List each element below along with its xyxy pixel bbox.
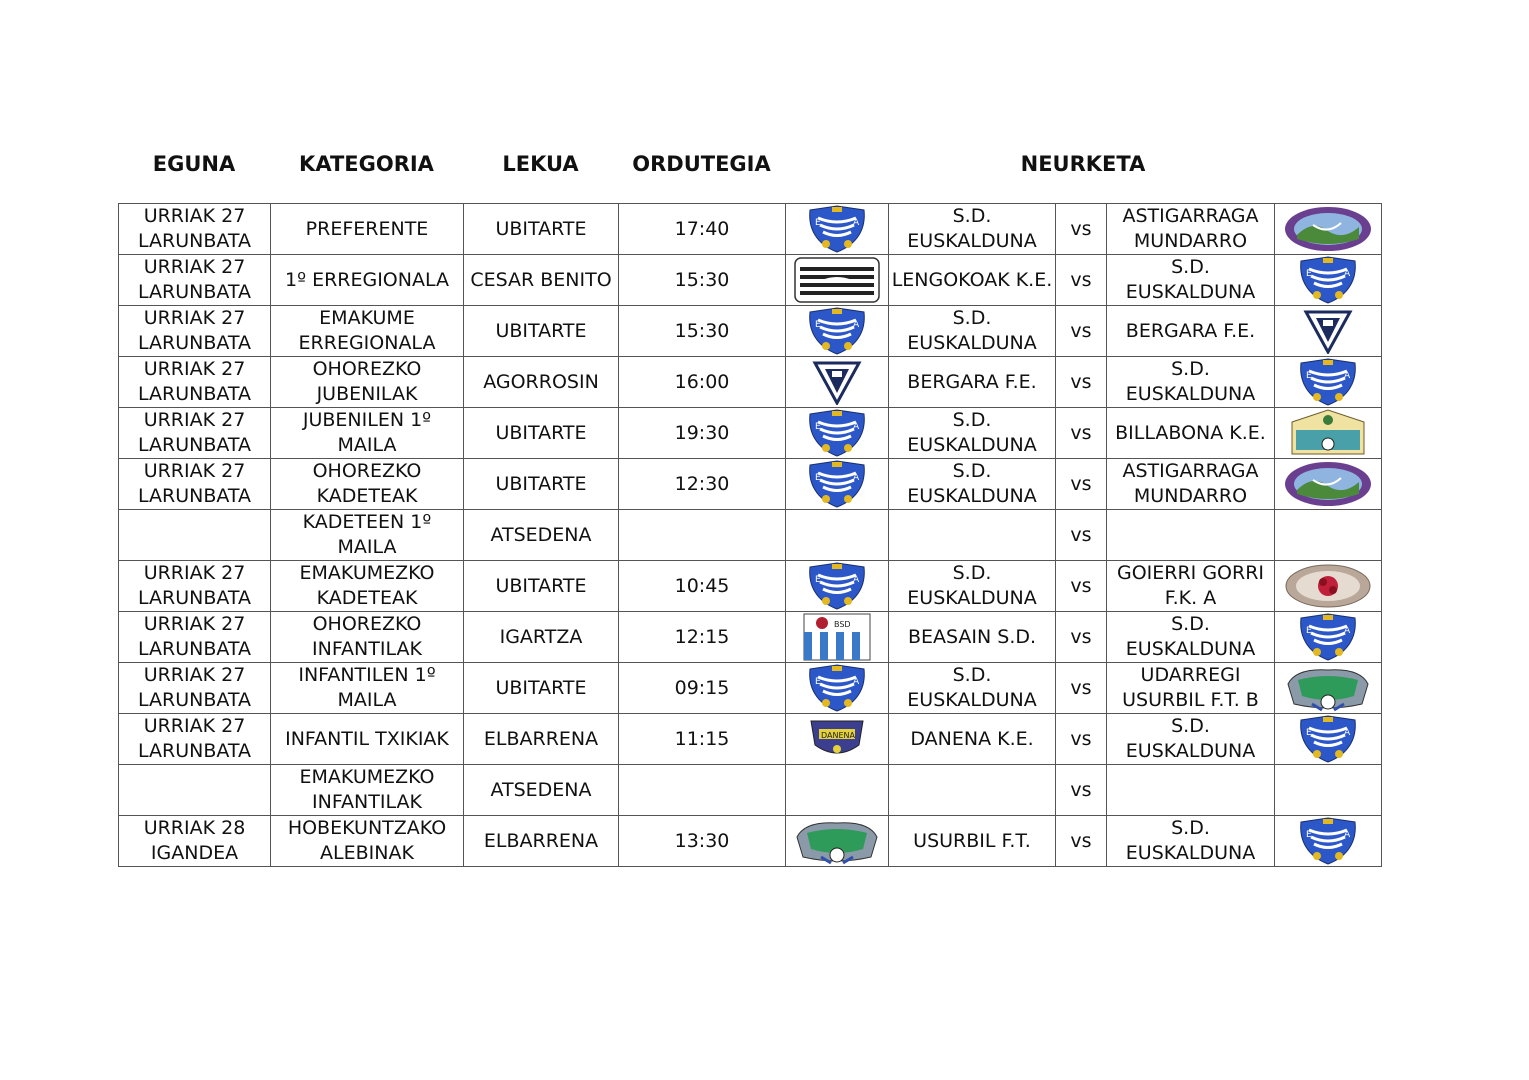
- time-cell: [619, 765, 786, 816]
- date-cell-text: URRIAK 27: [143, 256, 246, 278]
- home-team-cell-text: USURBIL F.T.: [913, 829, 1031, 852]
- category-cell-text: EMAKUMEZKO KADETEAK: [299, 562, 435, 609]
- date-cell: [119, 306, 271, 357]
- vs-cell-text: vs: [1070, 625, 1092, 648]
- away-logo-cell: [1275, 765, 1382, 816]
- away-team-cell-text: BILLABONA K.E.: [1115, 421, 1266, 444]
- lengokoak-crest-icon: [792, 255, 882, 305]
- away-logo-cell: [1275, 459, 1382, 510]
- svg-text:E: E: [815, 677, 821, 687]
- billabona-crest-icon: [1286, 408, 1370, 458]
- venue-cell: [464, 612, 619, 663]
- svg-text:E: E: [1306, 269, 1312, 279]
- bergara-crest-icon: [807, 359, 867, 405]
- vs-cell-text: vs: [1070, 217, 1092, 240]
- home-team-cell: [889, 459, 1056, 510]
- date-cell-text: LARUNBATA: [137, 587, 252, 609]
- home-logo-cell: [786, 765, 889, 816]
- away-logo-cell: [1275, 306, 1382, 357]
- home-team-cell-text: LENGOKOAK K.E.: [891, 268, 1053, 291]
- away-team-cell: [1107, 357, 1275, 408]
- away-logo-cell: [1275, 408, 1382, 459]
- venue-cell-text: ATSEDENA: [490, 778, 592, 801]
- date-cell: [119, 510, 271, 561]
- category-cell-text: KADETEEN 1º MAILA: [302, 511, 432, 558]
- vs-cell-text: vs: [1070, 574, 1092, 597]
- date-cell-text: URRIAK 28: [143, 817, 246, 839]
- vs-cell: [1056, 255, 1107, 306]
- away-team-cell: [1107, 255, 1275, 306]
- away-team-cell-text: S.D. EUSKALDUNA: [1125, 817, 1256, 864]
- date-cell-text: LARUNBATA: [137, 434, 252, 456]
- header-ordutegia: ORDUTEGIA: [632, 152, 771, 176]
- svg-text:E: E: [815, 422, 821, 432]
- svg-text:A: A: [1344, 728, 1351, 738]
- venue-cell-text: UBITARTE: [495, 421, 587, 444]
- venue-cell-text: UBITARTE: [495, 319, 587, 342]
- time-cell: [619, 663, 786, 714]
- home-team-cell: [889, 663, 1056, 714]
- category-cell: [271, 510, 464, 561]
- euskalduna-crest-icon: [1287, 714, 1369, 764]
- date-cell: [119, 459, 271, 510]
- svg-text:A: A: [1344, 626, 1351, 636]
- home-team-cell: [889, 612, 1056, 663]
- home-team-cell: [889, 408, 1056, 459]
- time-cell-text: 12:30: [674, 472, 730, 495]
- venue-cell: [464, 510, 619, 561]
- category-cell-text: HOBEKUNTZAKO ALEBINAK: [287, 817, 447, 864]
- away-team-cell: [1107, 459, 1275, 510]
- vs-cell: [1056, 204, 1107, 255]
- venue-cell: [464, 306, 619, 357]
- home-logo-cell: [786, 306, 889, 357]
- vs-cell-text: vs: [1070, 421, 1092, 444]
- away-team-cell-text: UDARREGI USURBIL F.T. B: [1122, 664, 1259, 711]
- date-cell-text: URRIAK 27: [143, 664, 246, 686]
- home-logo-cell: [786, 255, 889, 306]
- time-cell-text: 16:00: [674, 370, 730, 393]
- vs-cell: [1056, 612, 1107, 663]
- home-team-cell: [889, 306, 1056, 357]
- vs-cell: [1056, 561, 1107, 612]
- fixture-row: [119, 663, 1382, 714]
- home-logo-cell: [786, 510, 889, 561]
- svg-text:E: E: [815, 473, 821, 483]
- venue-cell-text: AGORROSIN: [483, 370, 599, 393]
- time-cell-text: 11:15: [674, 727, 730, 750]
- home-team-cell-text: S.D. EUSKALDUNA: [907, 460, 1037, 507]
- home-team-cell-text: S.D. EUSKALDUNA: [907, 562, 1037, 609]
- category-cell: [271, 816, 464, 867]
- date-cell: [119, 765, 271, 816]
- home-team-cell-text: BEASAIN S.D.: [907, 625, 1037, 648]
- date-cell-text: LARUNBATA: [137, 740, 252, 762]
- vs-cell-text: vs: [1070, 319, 1092, 342]
- home-team-cell: [889, 357, 1056, 408]
- away-team-cell-text: GOIERRI GORRI F.K. A: [1116, 562, 1265, 609]
- euskalduna-crest-icon: [1287, 816, 1369, 866]
- euskalduna-crest-icon: [796, 204, 878, 254]
- category-cell-text: PREFERENTE: [305, 217, 429, 240]
- usurbil-crest-icon: [791, 817, 883, 865]
- away-logo-cell: [1275, 357, 1382, 408]
- fixture-row: [119, 816, 1382, 867]
- svg-text:E: E: [1306, 371, 1312, 381]
- home-team-cell: [889, 510, 1056, 561]
- category-cell: [271, 765, 464, 816]
- home-team-cell-text: S.D. EUSKALDUNA: [907, 307, 1037, 354]
- svg-text:A: A: [1344, 371, 1351, 381]
- away-logo-cell: [1275, 561, 1382, 612]
- venue-cell-text: UBITARTE: [495, 574, 587, 597]
- away-team-cell: [1107, 612, 1275, 663]
- euskalduna-crest-icon: [796, 561, 878, 611]
- away-logo-cell: [1275, 663, 1382, 714]
- date-cell-text: LARUNBATA: [137, 332, 252, 354]
- home-logo-cell: [786, 612, 889, 663]
- away-team-cell-text: S.D. EUSKALDUNA: [1125, 358, 1256, 405]
- euskalduna-crest-icon: [796, 306, 878, 356]
- time-cell: [619, 714, 786, 765]
- time-cell: [619, 255, 786, 306]
- home-team-cell-text: S.D. EUSKALDUNA: [907, 205, 1037, 252]
- home-team-cell: [889, 816, 1056, 867]
- date-cell: [119, 255, 271, 306]
- venue-cell-text: ELBARRENA: [483, 829, 599, 852]
- home-team-cell: [889, 204, 1056, 255]
- venue-cell: [464, 765, 619, 816]
- time-cell-text: 17:40: [674, 217, 730, 240]
- date-cell-text: LARUNBATA: [137, 485, 252, 507]
- away-team-cell: [1107, 204, 1275, 255]
- away-logo-cell: [1275, 612, 1382, 663]
- vs-cell-text: vs: [1070, 268, 1092, 291]
- fixture-row: [119, 459, 1382, 510]
- svg-text:E: E: [1306, 830, 1312, 840]
- away-logo-cell: [1275, 510, 1382, 561]
- category-cell: [271, 612, 464, 663]
- category-cell: [271, 357, 464, 408]
- vs-cell: [1056, 663, 1107, 714]
- fixture-row: [119, 306, 1382, 357]
- venue-cell: [464, 357, 619, 408]
- vs-cell-text: vs: [1070, 829, 1092, 852]
- time-cell-text: 19:30: [674, 421, 730, 444]
- category-cell-text: INFANTILEN 1º MAILA: [298, 664, 436, 711]
- away-logo-cell: [1275, 204, 1382, 255]
- away-team-cell: [1107, 714, 1275, 765]
- svg-text:E: E: [1306, 626, 1312, 636]
- header-kategoria: KATEGORIA: [299, 152, 434, 176]
- venue-cell: [464, 816, 619, 867]
- venue-cell: [464, 408, 619, 459]
- venue-cell-text: ATSEDENA: [490, 523, 592, 546]
- home-team-cell-text: DANENA K.E.: [910, 727, 1034, 750]
- home-logo-cell: [786, 459, 889, 510]
- category-cell-text: EMAKUME ERREGIONALA: [298, 307, 436, 354]
- svg-text:A: A: [853, 320, 860, 330]
- vs-cell: [1056, 306, 1107, 357]
- mundarro-crest-icon: [1283, 460, 1373, 508]
- home-logo-cell: [786, 663, 889, 714]
- away-team-cell-text: S.D. EUSKALDUNA: [1125, 256, 1256, 303]
- vs-cell: [1056, 816, 1107, 867]
- time-cell: [619, 612, 786, 663]
- date-cell-text: LARUNBATA: [137, 383, 252, 405]
- venue-cell-text: UBITARTE: [495, 472, 587, 495]
- home-logo-cell: [786, 408, 889, 459]
- date-cell: [119, 561, 271, 612]
- mundarro-crest-icon: [1283, 205, 1373, 253]
- schedule-column-headers: [0, 152, 1529, 182]
- svg-text:E: E: [1306, 728, 1312, 738]
- bergara-crest-icon: [1298, 308, 1358, 354]
- away-team-cell: [1107, 306, 1275, 357]
- vs-cell-text: vs: [1070, 727, 1092, 750]
- euskalduna-crest-icon: [1287, 255, 1369, 305]
- category-cell: [271, 561, 464, 612]
- time-cell: [619, 408, 786, 459]
- venue-cell-text: UBITARTE: [495, 217, 587, 240]
- away-team-cell-text: S.D. EUSKALDUNA: [1125, 613, 1256, 660]
- venue-cell-text: ELBARRENA: [483, 727, 599, 750]
- euskalduna-crest-icon: [1287, 612, 1369, 662]
- category-cell: [271, 408, 464, 459]
- fixtures-table: [118, 203, 1382, 867]
- date-cell-text: URRIAK 27: [143, 358, 246, 380]
- away-team-cell-text: ASTIGARRAGA MUNDARRO: [1122, 205, 1259, 252]
- date-cell: [119, 612, 271, 663]
- venue-cell-text: IGARTZA: [499, 625, 583, 648]
- category-cell: [271, 255, 464, 306]
- header-eguna: EGUNA: [152, 152, 236, 176]
- home-team-cell-text: BERGARA F.E.: [907, 370, 1037, 393]
- date-cell-text: URRIAK 27: [143, 409, 246, 431]
- date-cell: [119, 408, 271, 459]
- date-cell-text: URRIAK 27: [143, 562, 246, 584]
- euskalduna-crest-icon: [1287, 357, 1369, 407]
- header-lekua: LEKUA: [502, 152, 579, 176]
- venue-cell: [464, 459, 619, 510]
- category-cell-text: OHOREZKO INFANTILAK: [312, 613, 422, 660]
- svg-text:A: A: [1344, 269, 1351, 279]
- venue-cell-text: CESAR BENITO: [470, 268, 612, 291]
- fixture-row: [119, 561, 1382, 612]
- category-cell-text: EMAKUMEZKO INFANTILAK: [299, 766, 435, 813]
- date-cell: [119, 357, 271, 408]
- time-cell: [619, 204, 786, 255]
- time-cell: [619, 561, 786, 612]
- date-cell: [119, 663, 271, 714]
- fixture-row: [119, 714, 1382, 765]
- vs-cell-text: vs: [1070, 778, 1092, 801]
- svg-text:A: A: [853, 575, 860, 585]
- home-team-cell-text: S.D. EUSKALDUNA: [907, 664, 1037, 711]
- category-cell: [271, 459, 464, 510]
- home-logo-cell: [786, 357, 889, 408]
- fixture-row: [119, 255, 1382, 306]
- venue-cell: [464, 714, 619, 765]
- vs-cell: [1056, 510, 1107, 561]
- svg-text:A: A: [853, 422, 860, 432]
- date-cell: [119, 204, 271, 255]
- fixture-row: [119, 612, 1382, 663]
- category-cell-text: JUBENILEN 1º MAILA: [302, 409, 432, 456]
- svg-text:A: A: [853, 218, 860, 228]
- svg-text:A: A: [853, 473, 860, 483]
- vs-cell: [1056, 459, 1107, 510]
- beasain-crest-icon: [800, 612, 874, 662]
- date-cell-text: URRIAK 27: [143, 307, 246, 329]
- category-cell-text: INFANTIL TXIKIAK: [285, 727, 449, 750]
- date-cell: [119, 714, 271, 765]
- home-team-cell: [889, 255, 1056, 306]
- category-cell-text: OHOREZKO KADETEAK: [312, 460, 422, 507]
- svg-text:BSD: BSD: [834, 620, 851, 629]
- vs-cell-text: vs: [1070, 676, 1092, 699]
- away-logo-cell: [1275, 255, 1382, 306]
- away-team-cell: [1107, 816, 1275, 867]
- time-cell-text: 09:15: [674, 676, 730, 699]
- away-team-cell: [1107, 765, 1275, 816]
- date-cell-text: LARUNBATA: [137, 689, 252, 711]
- home-team-cell-text: S.D. EUSKALDUNA: [907, 409, 1037, 456]
- time-cell: [619, 306, 786, 357]
- date-cell-text: LARUNBATA: [137, 230, 252, 252]
- away-team-cell: [1107, 663, 1275, 714]
- euskalduna-crest-icon: [796, 459, 878, 509]
- header-neurketa: NEURKETA: [1020, 152, 1146, 176]
- category-cell: [271, 714, 464, 765]
- away-team-cell: [1107, 561, 1275, 612]
- date-cell-text: LARUNBATA: [137, 281, 252, 303]
- time-cell-text: 15:30: [674, 268, 730, 291]
- category-cell: [271, 204, 464, 255]
- date-cell: [119, 816, 271, 867]
- home-logo-cell: [786, 204, 889, 255]
- home-logo-cell: [786, 714, 889, 765]
- time-cell: [619, 510, 786, 561]
- time-cell-text: 13:30: [674, 829, 730, 852]
- category-cell: [271, 663, 464, 714]
- danena-crest-icon: [805, 717, 869, 761]
- away-team-cell: [1107, 510, 1275, 561]
- away-logo-cell: [1275, 816, 1382, 867]
- vs-cell: [1056, 408, 1107, 459]
- time-cell: [619, 459, 786, 510]
- vs-cell-text: vs: [1070, 370, 1092, 393]
- away-logo-cell: [1275, 714, 1382, 765]
- venue-cell-text: UBITARTE: [495, 676, 587, 699]
- vs-cell: [1056, 765, 1107, 816]
- vs-cell-text: vs: [1070, 523, 1092, 546]
- venue-cell: [464, 561, 619, 612]
- fixture-row: [119, 204, 1382, 255]
- home-team-cell: [889, 765, 1056, 816]
- venue-cell: [464, 255, 619, 306]
- svg-text:E: E: [815, 320, 821, 330]
- home-logo-cell: [786, 816, 889, 867]
- date-cell-text: URRIAK 27: [143, 205, 246, 227]
- fixture-row: [119, 765, 1382, 816]
- away-team-cell-text: BERGARA F.E.: [1125, 319, 1256, 342]
- category-cell-text: 1º ERREGIONALA: [284, 268, 449, 291]
- date-cell-text: IGANDEA: [150, 842, 239, 864]
- category-cell-text: OHOREZKO JUBENILAK: [312, 358, 422, 405]
- home-team-cell: [889, 714, 1056, 765]
- fixture-row: [119, 357, 1382, 408]
- venue-cell: [464, 663, 619, 714]
- category-cell: [271, 306, 464, 357]
- away-team-cell-text: ASTIGARRAGA MUNDARRO: [1122, 460, 1259, 507]
- fixture-row: [119, 408, 1382, 459]
- venue-cell: [464, 204, 619, 255]
- home-team-cell: [889, 561, 1056, 612]
- usurbil-crest-icon: [1282, 664, 1374, 712]
- vs-cell: [1056, 714, 1107, 765]
- svg-text:A: A: [1344, 830, 1351, 840]
- date-cell-text: LARUNBATA: [137, 638, 252, 660]
- svg-text:E: E: [815, 575, 821, 585]
- goierri-crest-icon: [1283, 563, 1373, 609]
- time-cell: [619, 357, 786, 408]
- away-team-cell: [1107, 408, 1275, 459]
- date-cell-text: URRIAK 27: [143, 613, 246, 635]
- home-logo-cell: [786, 561, 889, 612]
- time-cell: [619, 816, 786, 867]
- svg-text:E: E: [815, 218, 821, 228]
- euskalduna-crest-icon: [796, 663, 878, 713]
- time-cell-text: 15:30: [674, 319, 730, 342]
- fixture-row: [119, 510, 1382, 561]
- vs-cell: [1056, 357, 1107, 408]
- euskalduna-crest-icon: [796, 408, 878, 458]
- vs-cell-text: vs: [1070, 472, 1092, 495]
- svg-text:DANENA: DANENA: [821, 731, 855, 740]
- away-team-cell-text: S.D. EUSKALDUNA: [1125, 715, 1256, 762]
- time-cell-text: 12:15: [674, 625, 730, 648]
- time-cell-text: 10:45: [674, 574, 730, 597]
- svg-text:A: A: [853, 677, 860, 687]
- date-cell-text: URRIAK 27: [143, 460, 246, 482]
- date-cell-text: URRIAK 27: [143, 715, 246, 737]
